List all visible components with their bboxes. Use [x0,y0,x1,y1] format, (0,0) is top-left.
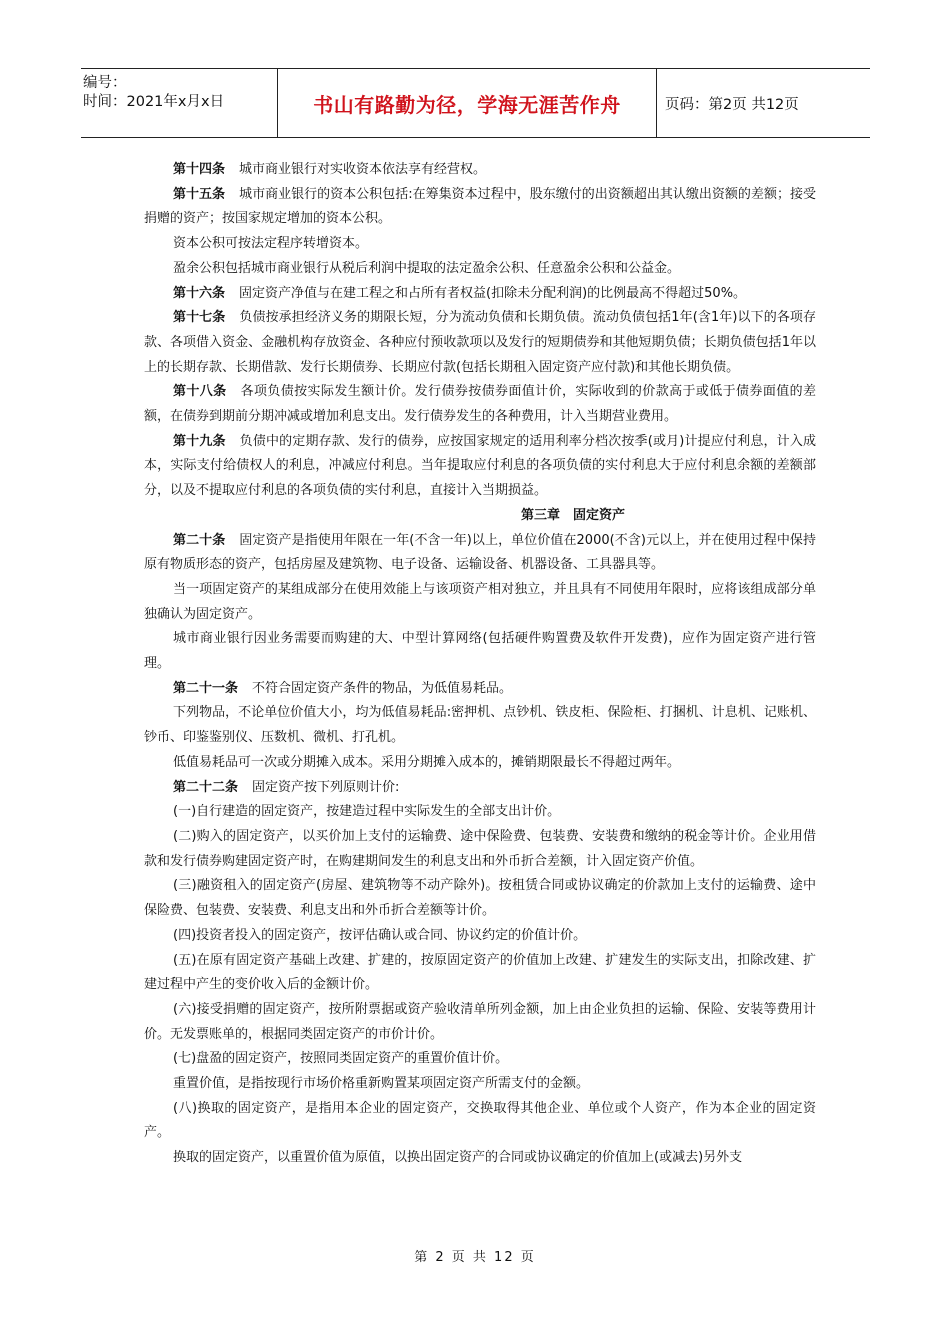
paragraph-text: 固定资产净值与在建工程之和占所有者权益(扣除未分配利润)的比例最高不得超过50%。 [239,285,747,301]
body-paragraph [144,1146,816,1171]
article-paragraph [144,776,816,801]
article-number: 第二十二条 [173,779,239,795]
paragraph-text: 固定资产是指使用年限在一年(不含一年)以上，单位价值在2000(不含)元以上，并在使用过程中保持原有物质形态的资产，包括房屋及建筑物、电子设备、运输设备、机器设备、工具器具等。 [144,532,816,573]
article-number: 第十九条 [173,433,226,449]
article-paragraph [144,430,816,504]
paragraph-text: 负债中的定期存款、发行的债券，应按国家规定的适用利率分档次按季(或月)计提应付利息，计入成本，实际支付给债权人的利息，冲减应付利息。当年提取应付利息的各项负债的实付利息大于应付利息余额的差额部分，以及不提取应付利息的各项负债的实付利息，直接计入当期损益。 [144,433,816,499]
body-paragraph [144,232,816,257]
article-paragraph [144,529,816,578]
body-paragraph [144,874,816,923]
body-paragraph [144,1097,816,1146]
paragraph-text: 负债按承担经济义务的期限长短，分为流动负债和长期负债。流动负债包括1年(含1年)以下的各项存款、各项借入资金、金融机构存放资金、各种应付预收款项以及发行的短期债券和其他短期负债；长期负债包括1年以上的长期存款、长期借款、发行长期债券、长期应付款(包括长期租入固定资产应付款)和其他长期负债。 [144,310,816,375]
paragraph-text: (二)购入的固定资产，以买价加上支付的运输费、途中保险费、包装费、安装费和缴纳的税金等计价。企业用借款和发行债券购建固定资产时，在购建期间发生的利息支出和外币折合差额，计入固定资产价值。 [144,828,816,869]
paragraph-text: 换取的固定资产，以重置价值为原值，以换出固定资产的合同或协议确定的价值加上(或减去)另外支 [173,1150,743,1166]
article-paragraph [144,380,816,429]
article-number: 第十四条 [173,162,226,177]
body-paragraph [144,1047,816,1072]
body-paragraph [144,825,816,874]
article-number: 第二十条 [173,532,226,548]
paragraph-text: 不符合固定资产条件的物品，为低值易耗品。 [252,680,513,696]
paragraph-text: 城市商业银行对实收资本依法享有经营权。 [239,162,487,177]
paragraph-text: 当一项固定资产的某组成部分在使用效能上与该项资产相对独立，并且具有不同使用年限时，应将该组成部分单独确认为固定资产。 [144,581,816,622]
paragraph-text: 低值易耗品可一次或分期摊入成本。采用分期摊入成本的，摊销期限最长不得超过两年。 [173,754,681,770]
paragraph-text: 重置价值，是指按现行市场价格重新购置某项固定资产所需支付的金额。 [173,1076,590,1092]
article-paragraph [144,158,816,183]
header-motto: 书山有路勤为径，学海无涯苦作舟 [278,69,657,137]
body-paragraph [144,949,816,998]
paragraph-text: 资本公积可按法定程序转增资本。 [173,236,369,252]
article-number: 第二十一条 [173,680,239,696]
paragraph-text: (八)换取的固定资产，是指用本企业的固定资产，交换取得其他企业、单位或个人资产，作为本企业的固定资产。 [144,1100,816,1141]
header-page-number: 页码：第2页 共12页 [665,96,799,113]
paragraph-text: (五)在原有固定资产基础上改建、扩建的，按原固定资产的价值加上改建、扩建发生的实际支出，扣除改建、扩建过程中产生的变价收入后的金额计价。 [144,952,816,993]
document-date-label: 时间：2021年x月x日 [83,94,225,110]
page-header [81,68,870,138]
paragraph-text: (三)融资租入的固定资产(房屋、建筑物等不动产除外)。按租赁合同或协议确定的价款加上支付的运输费、途中保险费、包装费、安装费、利息支出和外币折合差额等计价。 [144,878,816,919]
paragraph-text: 下列物品，不论单位价值大小，均为低值易耗品:密押机、点钞机、铁皮柜、保险柜、打捆机、计息机、记账机、钞币、印鉴鉴别仪、压数机、微机、打孔机。 [144,705,816,746]
paragraph-text: 城市商业银行的资本公积包括:在筹集资本过程中，股东缴付的出资额超出其认缴出资额的差额；接受捐赠的资产；按国家规定增加的资本公积。 [144,186,816,227]
article-number: 第十七条 [173,310,226,326]
paragraph-text: (四)投资者投入的固定资产，按评估确认或合同、协议约定的价值计价。 [173,927,587,943]
document-number-label: 编号： [83,75,127,91]
header-meta [81,69,278,137]
paragraph-text: 盈余公积包括城市商业银行从税后利润中提取的法定盈余公积、任意盈余公积和公益金。 [173,260,681,276]
body-paragraph [144,627,816,676]
body-paragraph [144,924,816,949]
body-paragraph [144,701,816,750]
article-number: 第十五条 [173,186,226,202]
body-paragraph [144,1072,816,1097]
paragraph-text: 各项负债按实际发生额计价。发行债券按债券面值计价，实际收到的价款高于或低于债券面值的差额，在债券到期前分期冲减或增加利息支出。发行债券发生的各种费用，计入当期营业费用。 [144,384,816,425]
paragraph-text: 城市商业银行因业务需要而购建的大、中型计算网络(包括硬件购置费及软件开发费)，应作为固定资产进行管理。 [144,631,816,672]
body-paragraph [144,257,816,282]
body-paragraph [144,578,816,627]
document-body [144,158,816,1171]
article-paragraph [144,282,816,307]
paragraph-text: 固定资产按下列原则计价: [252,779,400,795]
paragraph-text: (六)接受捐赠的固定资产，按所附票据或资产验收清单所列金额，加上由企业负担的运输、保险、安装等费用计价。无发票账单的，根据同类固定资产的市价计价。 [144,1001,816,1042]
body-paragraph [144,751,816,776]
article-paragraph [144,183,816,232]
paragraph-text: (七)盘盈的固定资产，按照同类固定资产的重置价值计价。 [173,1051,509,1067]
article-paragraph [144,306,816,380]
paragraph-text: (一)自行建造的固定资产，按建造过程中实际发生的全部支出计价。 [173,804,561,820]
article-number: 第十六条 [173,285,226,301]
page-footer: 第 2 页 共 12 页 [414,1250,536,1265]
body-paragraph [144,998,816,1047]
article-paragraph [144,677,816,702]
chapter-heading: 第三章 固定资产 [520,507,625,523]
body-paragraph [144,800,816,825]
article-number: 第十八条 [173,384,227,400]
